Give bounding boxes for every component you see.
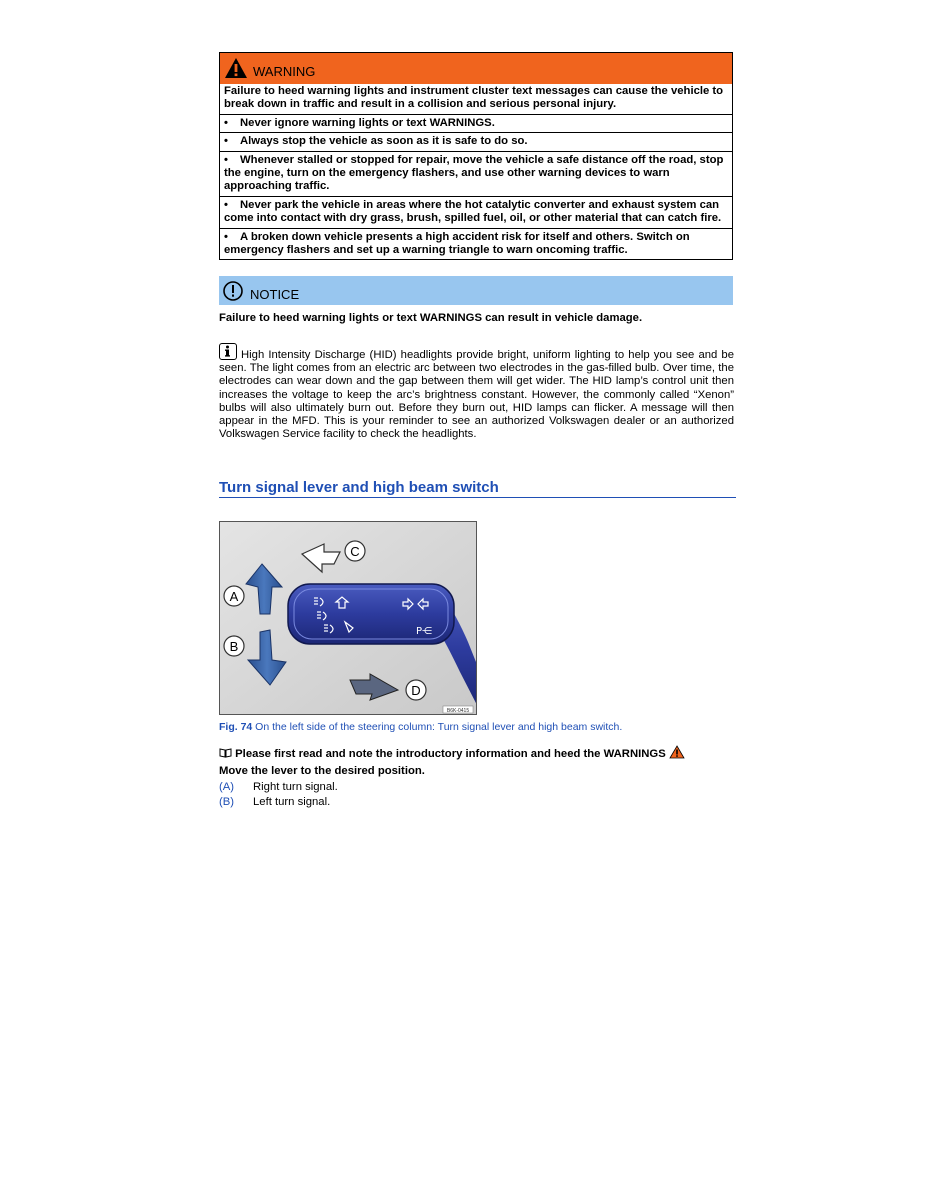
info-paragraph [219,343,734,441]
warning-header [220,53,732,84]
warning-body [220,84,732,259]
figure-code: B6K-0415 [446,708,470,714]
warning-bullet-text: Never ignore warning lights or text WARNINGS. [240,116,495,129]
section-title: Turn signal lever and high beam switch [219,479,736,498]
warning-box [219,52,733,260]
notice-text: Failure to heed warning lights or text WARNINGS can result in vehicle damage. [219,312,643,324]
warning-bullet-text: Always stop the vehicle as soon as it is safe to do so. [240,135,528,148]
svg-text:P⋲: P⋲ [416,626,433,637]
divider [220,132,732,133]
warning-bullet [224,135,728,148]
svg-text:A: A [229,589,239,604]
lever-illustration [220,522,476,714]
exclamation-circle-icon [222,280,244,302]
list-item [219,796,330,808]
divider [220,114,732,115]
list-item-key: (B) [219,796,235,808]
divider [220,151,732,152]
warning-triangle-icon [224,57,248,79]
warning-bullet [224,199,728,226]
warning-intro: Failure to heed warning lights and instrument cluster text messages can cause the vehicle to break down in traffic and result in a collision and serious personal injury. [224,85,724,111]
warning-bullet-text: A broken down vehicle presents a high accident risk for itself and others. Switch on emergency flashers and set up a warning triangle to warn oncoming traffic. [224,230,690,257]
figure-label-a [224,586,244,606]
notice-header [219,276,733,305]
svg-text:C: C [350,544,360,559]
bullet-icon: • [224,198,228,211]
bullet-icon: • [224,116,228,129]
warning-bullet [224,154,728,194]
book-icon [219,748,232,758]
move-lever-instruction: Move the lever to the desired position. [219,765,425,777]
bullet-icon: • [224,153,228,166]
bullet-icon: • [224,135,228,148]
figure-label-d [406,680,426,700]
warning-bullet-text: Whenever stalled or stopped for repair, move the vehicle a safe distance off the road, stop the engine, turn on the emergency flashers, and use other warning devices to warn approaching traffic. [224,153,724,193]
warning-title: WARNING [253,64,316,79]
bullet-icon: • [224,230,228,243]
figure-caption-text: On the left side of the steering column: Turn signal lever and high beam switch. [252,721,623,733]
figure-number: Fig. 74 [219,721,253,733]
warning-bullet [224,231,728,258]
figure-turn-signal-lever [219,521,477,715]
svg-text:D: D [411,683,421,698]
list-item-text: Left turn signal. [253,796,331,808]
figure-label-b [224,636,244,656]
list-item-key: (A) [219,781,235,793]
notice-title: NOTICE [250,287,300,302]
figure-caption [219,721,622,733]
read-first-line [219,745,685,760]
info-icon [219,343,237,360]
figure-label-c [345,541,365,561]
warning-triangle-icon[interactable] [669,745,685,759]
info-text: High Intensity Discharge (HID) headlights provide bright, uniform lighting to help you see and be seen. The light comes from an electric arc between two electrodes in the gas-filled bulb. Over time, the electrodes can wear down and the gap between them will get wider. The HID lamp’s control unit then increases the voltage to keep the arc’s brightness constant. However, the commonly called “Xenon” bulbs will also ultimately burn out. Before they burn out, HID lamps can flicker. A message will then appear in the MFD. This is your reminder to see an authorized Volkswagen dealer or an authorized Volkswagen Service facility to check the headlights. [219,349,734,441]
divider [220,228,732,229]
list-item [219,781,338,793]
list-item-text: Right turn signal. [253,781,338,793]
divider [220,196,732,197]
warning-bullet [224,117,728,130]
warning-bullet-text: Never park the vehicle in areas where the hot catalytic converter and exhaust system can come into contact with dry grass, brush, spilled fuel, oil, or other material that can catch fire. [224,198,722,225]
read-first-link[interactable]: Please first read and note the introductory information and heed the WARNINGS [235,748,666,760]
svg-text:B: B [229,639,239,654]
